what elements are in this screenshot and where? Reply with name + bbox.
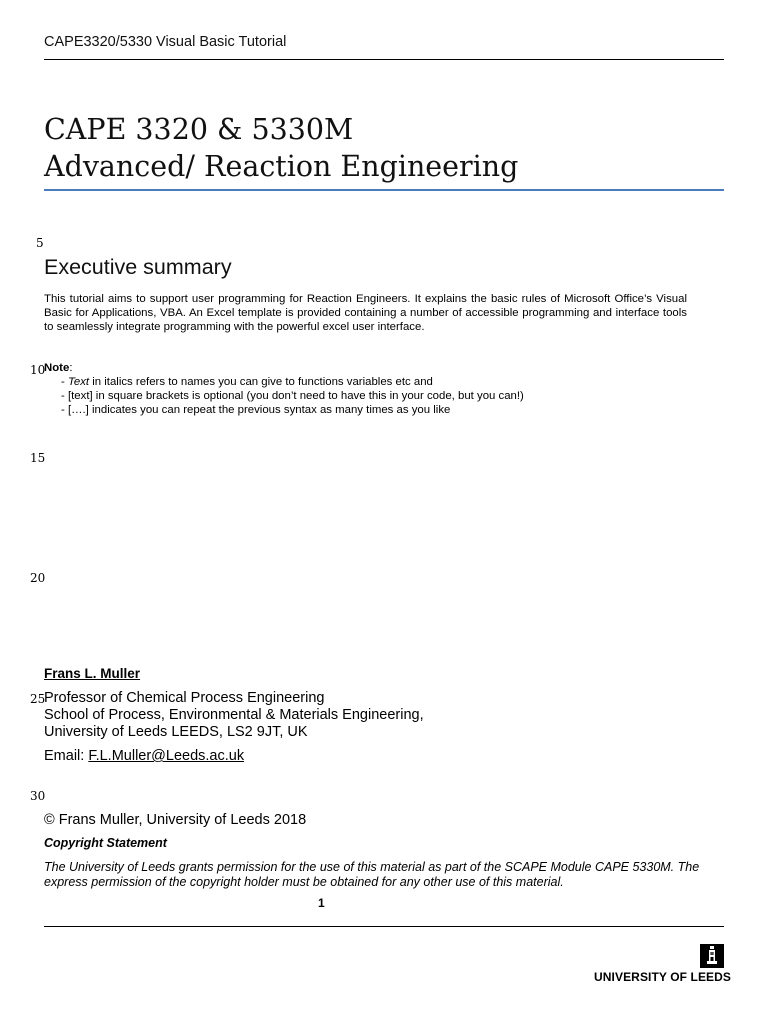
author-school: School of Process, Environmental & Materials Engineering,: [44, 707, 424, 723]
author-affiliation: [44, 690, 424, 741]
line-number-10: 10: [30, 363, 46, 377]
leeds-tower-icon: [700, 944, 724, 968]
note-item-repeat: - [….] indicates you can repeat the previous syntax as many times as you like: [61, 404, 451, 416]
note-label: [44, 362, 72, 374]
line-number-5: 5: [36, 236, 44, 250]
title-underline: [44, 189, 724, 191]
note-label-text: Note: [44, 362, 70, 374]
author-name: Frans L. Muller: [44, 666, 141, 681]
running-header: CAPE3320/5330 Visual Basic Tutorial: [44, 34, 287, 50]
copyright-line: © Frans Muller, University of Leeds 2018: [44, 812, 307, 828]
page-number: 1: [318, 896, 325, 910]
note-item-brackets: - [text] in square brackets is optional (you don’t need to have this in your code, but you can!): [61, 390, 524, 402]
header-divider: [44, 59, 724, 60]
line-number-25: 25: [30, 692, 46, 706]
note-label-colon: :: [69, 362, 73, 374]
line-number-20: 20: [30, 571, 46, 585]
author-email-line: [44, 748, 244, 764]
footer-divider: [44, 926, 724, 927]
section-heading-executive-summary: Executive summary: [44, 255, 232, 279]
note-item-italics-text: in italics refers to names you can give to functions variables etc and: [89, 376, 433, 388]
email-label: Email:: [44, 748, 89, 764]
note-italic-word: Text: [67, 376, 90, 388]
copyright-statement: The University of Leeds grants permission for the use of this material as part of the SCAPE Module CAPE 5330M. The express permission of the copyright holder must be obtained for any other use of this material.: [44, 860, 700, 889]
document-title-line-1: CAPE 3320 & 5330M: [44, 113, 354, 146]
university-logo-text: UNIVERSITY OF LEEDS: [594, 970, 732, 984]
document-title-line-2: Advanced/ Reaction Engineering: [44, 150, 519, 183]
line-number-15: 15: [30, 451, 46, 465]
executive-summary-text: This tutorial aims to support user programming for Reaction Engineers. It explains the basic rules of Microsoft Office’s Visual Basic for Applications, VBA. An Excel template is provided containing a number of accessible programming and interface tools to seamlessly integrate programming with the powerful excel user interface.: [44, 293, 687, 333]
note-list: [61, 375, 524, 417]
line-number-30: 30: [30, 789, 46, 803]
author-position: Professor of Chemical Process Engineering: [44, 690, 325, 706]
copyright-heading: Copyright Statement: [44, 836, 167, 850]
note-item-dash: -: [61, 376, 68, 388]
email-link[interactable]: F.L.Muller@Leeds.ac.uk: [88, 748, 245, 764]
author-address: University of Leeds LEEDS, LS2 9JT, UK: [44, 724, 308, 740]
note-item-italics: [61, 375, 524, 389]
